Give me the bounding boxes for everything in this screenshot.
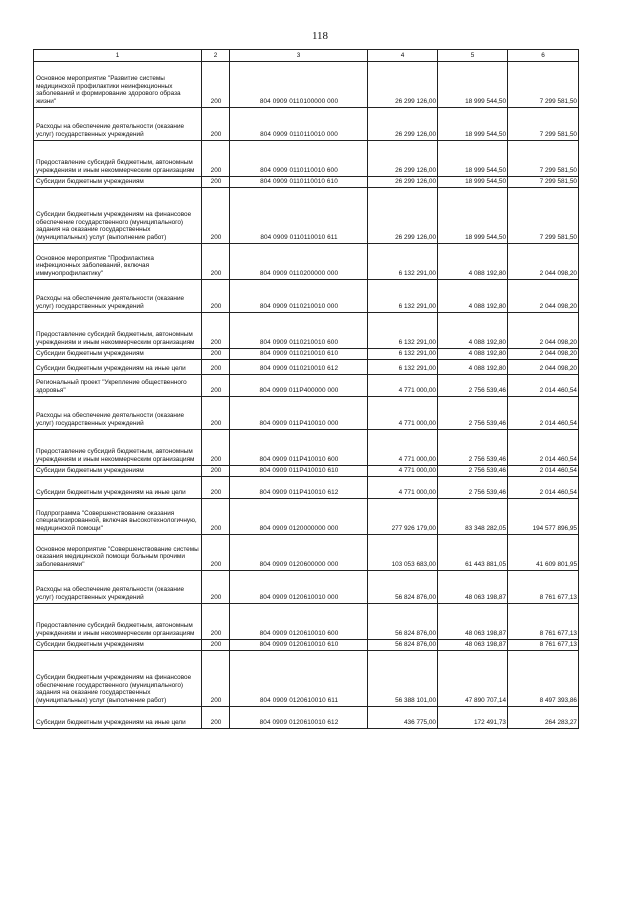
row-amount-executed-cell: 18 999 544,50 <box>438 177 508 188</box>
row-name-cell: Субсидии бюджетным учреждениям <box>34 349 202 360</box>
row-admin-cell: 200 <box>202 477 230 499</box>
row-amount-total-cell: 4 771 000,00 <box>368 466 438 477</box>
row-admin-cell: 200 <box>202 349 230 360</box>
row-amount-remaining-cell: 7 299 581,50 <box>508 141 579 177</box>
row-amount-executed-cell: 48 063 198,87 <box>438 604 508 640</box>
row-amount-total-cell: 56 824 876,00 <box>368 640 438 651</box>
row-code-cell: 804 0909 0110210010 612 <box>230 360 368 375</box>
table-row <box>34 397 579 430</box>
row-amount-remaining-cell: 2 014 460,54 <box>508 375 579 397</box>
table-row <box>34 177 579 188</box>
table-row <box>34 360 579 375</box>
row-amount-total-cell: 6 132 291,00 <box>368 349 438 360</box>
row-name-cell: Субсидии бюджетным учреждениям на иные цели <box>34 707 202 729</box>
table-row <box>34 640 579 651</box>
table-header <box>34 50 579 62</box>
table-row <box>34 466 579 477</box>
row-amount-total-cell: 26 299 126,00 <box>368 177 438 188</box>
row-amount-executed-cell: 2 756 539,46 <box>438 397 508 430</box>
row-amount-remaining-cell: 2 044 098,20 <box>508 244 579 280</box>
row-code-cell: 804 0909 011P410010 612 <box>230 477 368 499</box>
row-admin-cell: 200 <box>202 707 230 729</box>
row-amount-executed-cell: 4 088 192,80 <box>438 313 508 349</box>
row-name-cell: Основное мероприятие "Развитие системы медицинской профилактики неинфекционных заболеваний и формирование здорового образа жизни" <box>34 62 202 108</box>
row-amount-remaining-cell: 8 761 677,13 <box>508 640 579 651</box>
table-row <box>34 349 579 360</box>
row-amount-remaining-cell: 2 014 460,54 <box>508 466 579 477</box>
row-admin-cell: 200 <box>202 244 230 280</box>
row-amount-executed-cell: 61 443 881,05 <box>438 535 508 571</box>
row-admin-cell: 200 <box>202 397 230 430</box>
table-row <box>34 707 579 729</box>
row-name-cell: Субсидии бюджетным учреждениям на иные цели <box>34 360 202 375</box>
row-admin-cell: 200 <box>202 188 230 244</box>
column-header-5: 5 <box>438 50 508 62</box>
row-amount-total-cell: 56 824 876,00 <box>368 604 438 640</box>
row-amount-remaining-cell: 7 299 581,50 <box>508 62 579 108</box>
table-row <box>34 499 579 535</box>
row-admin-cell: 200 <box>202 141 230 177</box>
row-code-cell: 804 0909 0110110010 611 <box>230 188 368 244</box>
row-amount-remaining-cell: 2 044 098,20 <box>508 280 579 313</box>
row-amount-total-cell: 56 824 876,00 <box>368 571 438 604</box>
row-name-cell: Расходы на обеспечение деятельности (оказание услуг) государственных учреждений <box>34 108 202 141</box>
row-amount-remaining-cell: 7 299 581,50 <box>508 177 579 188</box>
row-code-cell: 804 0909 011P410010 600 <box>230 430 368 466</box>
budget-table <box>33 49 579 729</box>
row-name-cell: Субсидии бюджетным учреждениям <box>34 640 202 651</box>
row-amount-executed-cell: 4 088 192,80 <box>438 280 508 313</box>
row-admin-cell: 200 <box>202 640 230 651</box>
row-amount-executed-cell: 47 890 707,14 <box>438 651 508 707</box>
row-code-cell: 804 0909 0120610010 610 <box>230 640 368 651</box>
row-name-cell: Субсидии бюджетным учреждениям <box>34 177 202 188</box>
column-header-3: 3 <box>230 50 368 62</box>
row-code-cell: 804 0909 0110110010 600 <box>230 141 368 177</box>
row-code-cell: 804 0909 0110210010 600 <box>230 313 368 349</box>
table-row <box>34 604 579 640</box>
column-header-1: 1 <box>34 50 202 62</box>
row-amount-total-cell: 103 053 683,00 <box>368 535 438 571</box>
row-amount-remaining-cell: 8 497 393,86 <box>508 651 579 707</box>
row-code-cell: 804 0909 0120610010 600 <box>230 604 368 640</box>
row-name-cell: Субсидии бюджетным учреждениям <box>34 466 202 477</box>
row-code-cell: 804 0909 0110210010 000 <box>230 280 368 313</box>
table-row <box>34 188 579 244</box>
row-amount-total-cell: 6 132 291,00 <box>368 313 438 349</box>
row-amount-executed-cell: 18 999 544,50 <box>438 188 508 244</box>
row-amount-total-cell: 56 388 101,00 <box>368 651 438 707</box>
row-amount-executed-cell: 172 491,73 <box>438 707 508 729</box>
row-amount-total-cell: 26 299 126,00 <box>368 141 438 177</box>
row-admin-cell: 200 <box>202 375 230 397</box>
row-code-cell: 804 0909 0110110010 000 <box>230 108 368 141</box>
row-amount-remaining-cell: 7 299 581,50 <box>508 108 579 141</box>
row-name-cell: Предоставление субсидий бюджетным, автономным учреждениям и иным некоммерческим организациям <box>34 430 202 466</box>
row-name-cell: Расходы на обеспечение деятельности (оказание услуг) государственных учреждений <box>34 397 202 430</box>
table-row <box>34 651 579 707</box>
row-name-cell: Предоставление субсидий бюджетным, автономным учреждениям и иным некоммерческим организациям <box>34 313 202 349</box>
row-amount-executed-cell: 4 088 192,80 <box>438 244 508 280</box>
row-code-cell: 804 0909 011P410010 000 <box>230 397 368 430</box>
row-admin-cell: 200 <box>202 499 230 535</box>
row-code-cell: 804 0909 0120000000 000 <box>230 499 368 535</box>
table-row <box>34 571 579 604</box>
row-name-cell: Региональный проект "Укрепление общественного здоровья" <box>34 375 202 397</box>
row-amount-remaining-cell: 2 014 460,54 <box>508 397 579 430</box>
row-amount-total-cell: 4 771 000,00 <box>368 430 438 466</box>
row-amount-remaining-cell: 194 577 896,95 <box>508 499 579 535</box>
row-admin-cell: 200 <box>202 280 230 313</box>
row-amount-executed-cell: 48 063 198,87 <box>438 571 508 604</box>
row-amount-executed-cell: 2 756 539,46 <box>438 430 508 466</box>
row-admin-cell: 200 <box>202 466 230 477</box>
row-admin-cell: 200 <box>202 108 230 141</box>
table-row <box>34 535 579 571</box>
row-amount-executed-cell: 4 088 192,80 <box>438 360 508 375</box>
row-amount-remaining-cell: 2 044 098,20 <box>508 313 579 349</box>
row-name-cell: Субсидии бюджетным учреждениям на финансовое обеспечение государственного (муниципального) задания на оказание государственных (муниципальных) услуг (выполнение работ) <box>34 651 202 707</box>
row-amount-remaining-cell: 8 761 677,13 <box>508 571 579 604</box>
row-name-cell: Субсидии бюджетным учреждениям на финансовое обеспечение государственного (муниципального) задания на оказание государственных (муниципальных) услуг (выполнение работ) <box>34 188 202 244</box>
row-code-cell: 804 0909 0120600000 000 <box>230 535 368 571</box>
row-amount-remaining-cell: 264 283,27 <box>508 707 579 729</box>
row-name-cell: Основное мероприятие "Профилактика инфекционных заболеваний, включая иммунопрофилактику" <box>34 244 202 280</box>
row-code-cell: 804 0909 0120610010 611 <box>230 651 368 707</box>
table-body <box>34 62 579 729</box>
row-amount-executed-cell: 18 999 544,50 <box>438 141 508 177</box>
table-row <box>34 141 579 177</box>
row-name-cell: Предоставление субсидий бюджетным, автономным учреждениям и иным некоммерческим организациям <box>34 141 202 177</box>
row-amount-remaining-cell: 2 014 460,54 <box>508 430 579 466</box>
row-amount-remaining-cell: 8 761 677,13 <box>508 604 579 640</box>
row-code-cell: 804 0909 0110100000 000 <box>230 62 368 108</box>
row-code-cell: 804 0909 011P410010 610 <box>230 466 368 477</box>
row-amount-total-cell: 26 299 126,00 <box>368 62 438 108</box>
table-row <box>34 477 579 499</box>
row-admin-cell: 200 <box>202 430 230 466</box>
row-admin-cell: 200 <box>202 62 230 108</box>
row-admin-cell: 200 <box>202 535 230 571</box>
row-amount-executed-cell: 4 088 192,80 <box>438 349 508 360</box>
row-amount-executed-cell: 83 348 282,05 <box>438 499 508 535</box>
row-amount-executed-cell: 2 756 539,46 <box>438 477 508 499</box>
row-amount-total-cell: 6 132 291,00 <box>368 360 438 375</box>
row-amount-total-cell: 26 299 126,00 <box>368 188 438 244</box>
row-amount-executed-cell: 2 756 539,46 <box>438 375 508 397</box>
row-amount-remaining-cell: 7 299 581,50 <box>508 188 579 244</box>
table-row <box>34 244 579 280</box>
table-row <box>34 430 579 466</box>
row-name-cell: Субсидии бюджетным учреждениям на иные цели <box>34 477 202 499</box>
row-code-cell: 804 0909 0120610010 000 <box>230 571 368 604</box>
row-amount-executed-cell: 2 756 539,46 <box>438 466 508 477</box>
page-number: 118 <box>311 30 329 42</box>
header-row <box>34 50 579 62</box>
row-admin-cell: 200 <box>202 313 230 349</box>
row-amount-total-cell: 6 132 291,00 <box>368 280 438 313</box>
row-amount-remaining-cell: 2 044 098,20 <box>508 349 579 360</box>
row-code-cell: 804 0909 011P400000 000 <box>230 375 368 397</box>
row-admin-cell: 200 <box>202 571 230 604</box>
table-row <box>34 313 579 349</box>
column-header-4: 4 <box>368 50 438 62</box>
row-admin-cell: 200 <box>202 604 230 640</box>
column-header-2: 2 <box>202 50 230 62</box>
row-amount-executed-cell: 48 063 198,87 <box>438 640 508 651</box>
table-row <box>34 62 579 108</box>
row-name-cell: Расходы на обеспечение деятельности (оказание услуг) государственных учреждений <box>34 280 202 313</box>
table-row <box>34 108 579 141</box>
row-amount-total-cell: 4 771 000,00 <box>368 375 438 397</box>
row-amount-remaining-cell: 41 609 801,95 <box>508 535 579 571</box>
row-code-cell: 804 0909 0110110010 610 <box>230 177 368 188</box>
row-amount-total-cell: 4 771 000,00 <box>368 477 438 499</box>
row-code-cell: 804 0909 0110200000 000 <box>230 244 368 280</box>
table-row <box>34 375 579 397</box>
row-name-cell: Предоставление субсидий бюджетным, автономным учреждениям и иным некоммерческим организациям <box>34 604 202 640</box>
column-header-6: 6 <box>508 50 579 62</box>
row-amount-executed-cell: 18 999 544,50 <box>438 62 508 108</box>
row-amount-remaining-cell: 2 014 460,54 <box>508 477 579 499</box>
row-amount-total-cell: 436 775,00 <box>368 707 438 729</box>
row-amount-total-cell: 26 299 126,00 <box>368 108 438 141</box>
row-amount-remaining-cell: 2 044 098,20 <box>508 360 579 375</box>
table-row <box>34 280 579 313</box>
row-code-cell: 804 0909 0120610010 612 <box>230 707 368 729</box>
row-name-cell: Расходы на обеспечение деятельности (оказание услуг) государственных учреждений <box>34 571 202 604</box>
row-amount-total-cell: 4 771 000,00 <box>368 397 438 430</box>
row-amount-total-cell: 6 132 291,00 <box>368 244 438 280</box>
row-name-cell: Основное мероприятие "Совершенствование системы оказания медицинской помощи больным прочими заболеваниями" <box>34 535 202 571</box>
row-admin-cell: 200 <box>202 651 230 707</box>
row-amount-total-cell: 277 926 179,00 <box>368 499 438 535</box>
row-admin-cell: 200 <box>202 360 230 375</box>
row-admin-cell: 200 <box>202 177 230 188</box>
row-code-cell: 804 0909 0110210010 610 <box>230 349 368 360</box>
row-name-cell: Подпрограмма "Совершенствование оказания специализированной, включая высокотехнологичную, медицинской помощи" <box>34 499 202 535</box>
row-amount-executed-cell: 18 999 544,50 <box>438 108 508 141</box>
